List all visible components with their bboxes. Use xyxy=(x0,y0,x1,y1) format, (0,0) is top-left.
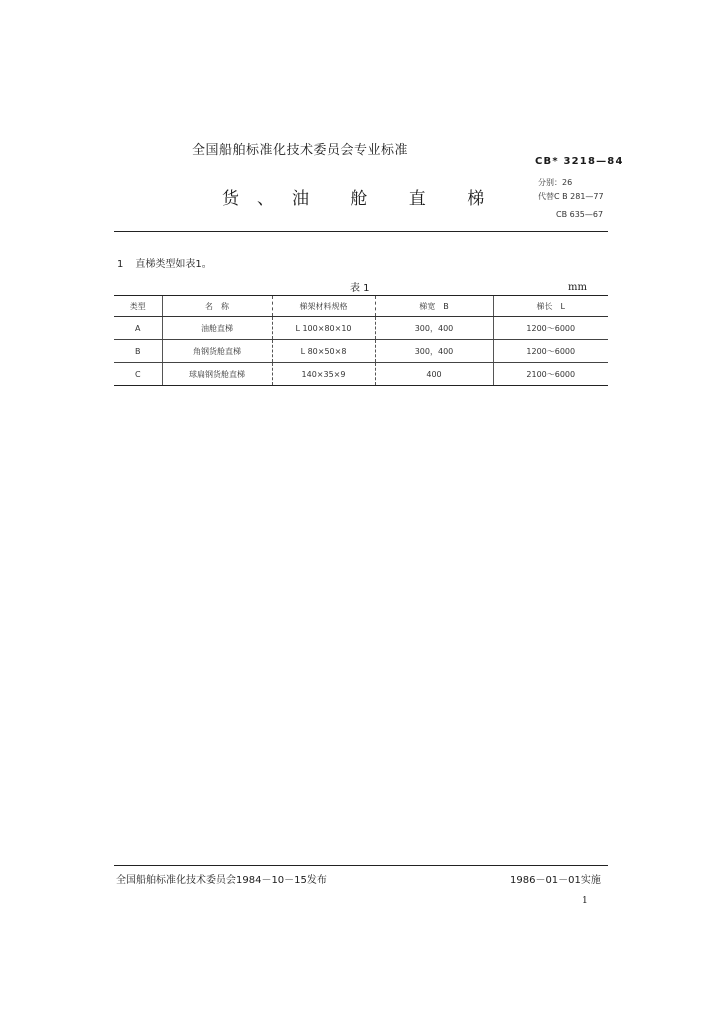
cell-name: 球扁钢货舱直梯 xyxy=(162,363,272,386)
footer-divider xyxy=(114,865,608,866)
table-row xyxy=(114,317,608,340)
cell-width: 400 xyxy=(375,363,493,386)
col-header-material: 梯架材料规格 xyxy=(272,296,375,317)
col-header-type: 类型 xyxy=(114,296,162,317)
cell-length: 1200～6000 xyxy=(493,317,608,340)
cell-material: 140×35×9 xyxy=(272,363,375,386)
cell-width: 300，400 xyxy=(375,317,493,340)
implementation-date: 1986－01－01实施 xyxy=(510,875,601,886)
page-number: 1 xyxy=(582,896,588,906)
table-row xyxy=(114,340,608,363)
section-number: 1 xyxy=(117,259,124,270)
cell-type: A xyxy=(114,317,162,340)
table-unit: mm xyxy=(568,282,587,293)
cell-name: 角钢货舱直梯 xyxy=(162,340,272,363)
cell-material: L 100×80×10 xyxy=(272,317,375,340)
table-row xyxy=(114,363,608,386)
cell-type: B xyxy=(114,340,162,363)
col-header-length: 梯长 L xyxy=(493,296,608,317)
standard-number: CB* 3218—84 xyxy=(535,156,624,167)
replaces-standard-2: CB 635—67 xyxy=(556,210,604,219)
document-title: 货、油 舱 直 梯 xyxy=(222,189,503,209)
section-text: 直梯类型如表1。 xyxy=(135,259,212,270)
issue-date: 全国船舶标准化技术委员会1984－10－15发布 xyxy=(116,875,327,886)
table-header-row xyxy=(114,296,608,317)
col-header-name: 名 称 xyxy=(162,296,272,317)
cell-name: 油舱直梯 xyxy=(162,317,272,340)
cell-width: 300，400 xyxy=(375,340,493,363)
cell-length: 2100～6000 xyxy=(493,363,608,386)
replaces-standard: 代替C B 281—77 xyxy=(538,192,604,201)
committee-standard-header: 全国船舶标准化技术委员会专业标准 xyxy=(192,143,409,158)
ladder-types-table xyxy=(114,295,608,386)
header-divider xyxy=(114,231,608,232)
classification-code: 分别：26 xyxy=(538,178,573,187)
section-1 xyxy=(117,255,212,270)
cell-material: L 80×50×8 xyxy=(272,340,375,363)
col-header-width: 梯宽 B xyxy=(375,296,493,317)
cell-length: 1200～6000 xyxy=(493,340,608,363)
cell-type: C xyxy=(114,363,162,386)
table-caption: 表 1 xyxy=(350,283,370,294)
